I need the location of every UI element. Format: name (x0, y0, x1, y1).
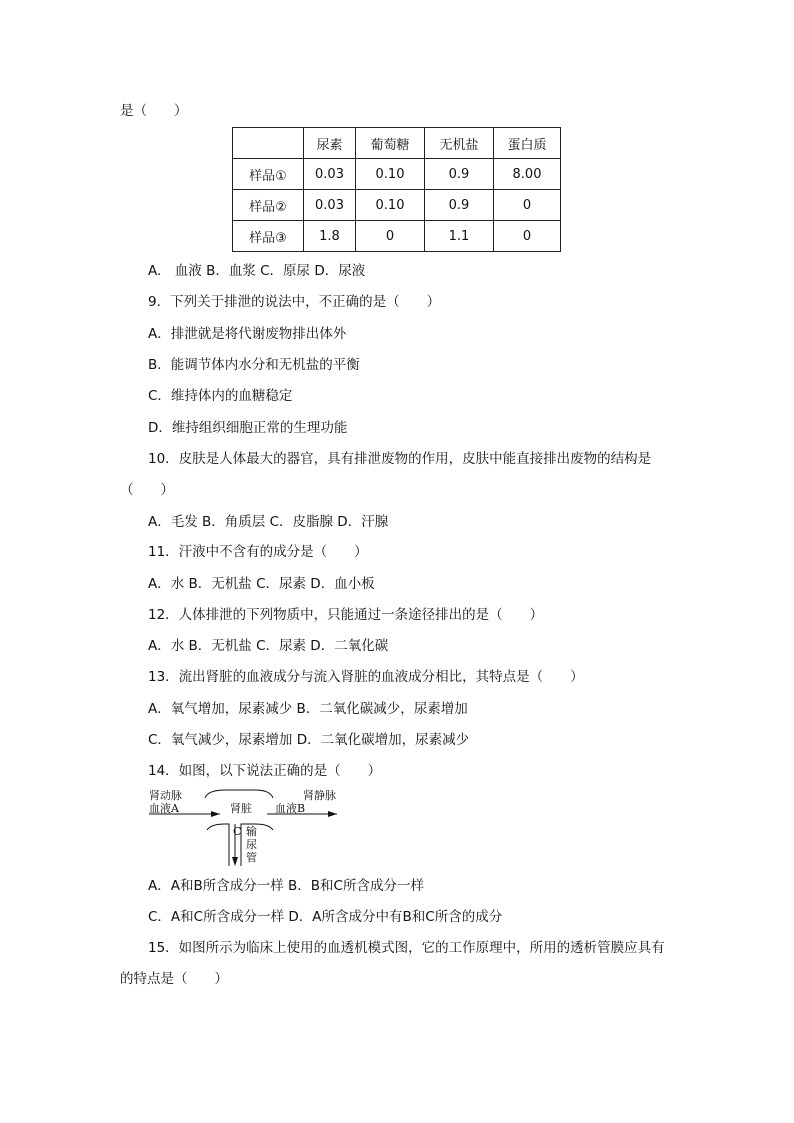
question-14-option-cd: C．A和C所含成分一样 D．A所含成分中有B和C所含的成分 (148, 909, 503, 925)
table-header-cell: 蛋白质 (494, 128, 561, 159)
question-10-stem-continued: （ ） (120, 482, 174, 498)
renal-artery-label: 肾动脉 (149, 789, 182, 802)
renal-vein-label: 肾静脉 (303, 789, 336, 802)
question-9-option-b: B．能调节体内水分和无机盐的平衡 (148, 357, 360, 373)
question-12-stem: 12．人体排泄的下列物质中，只能通过一条途径排出的是（ ） (148, 607, 544, 623)
table-row (233, 159, 561, 190)
table-cell: 样品① (233, 159, 304, 190)
table-header-cell: 葡萄糖 (356, 128, 425, 159)
blood-b-label: 血液B (275, 802, 306, 815)
flow-arrowhead (232, 857, 238, 866)
question-10-stem: 10．皮肤是人体最大的器官，具有排泄废物的作用，皮肤中能直接排出废物的结构是 (148, 451, 652, 467)
question-12-options: A．水 B．无机盐 C．尿素 D．二氧化碳 (148, 638, 389, 654)
table-cell: 1.8 (304, 221, 356, 252)
sample-composition-table (232, 127, 561, 252)
ureter-label-char: 管 (246, 851, 257, 864)
question-11-options: A．水 B．无机盐 C．尿素 D．血小板 (148, 576, 375, 592)
kidney-outline-top (205, 790, 273, 798)
question-9-stem: 9．下列关于排泄的说法中，不正确的是（ ） (148, 294, 441, 310)
question-9-option-a: A．排泄就是将代谢废物排出体外 (148, 326, 347, 342)
question-14-stem: 14．如图，以下说法正确的是（ ） (148, 763, 382, 779)
blood-a-label: 血液A (149, 802, 179, 815)
table-cell: 0.03 (304, 159, 356, 190)
question-8-stem-tail: 是（ ） (120, 103, 188, 119)
table-header-cell: 尿素 (304, 128, 356, 159)
question-15-stem-continued: 的特点是（ ） (120, 971, 228, 987)
table-cell: 样品② (233, 190, 304, 221)
question-9-option-d: D．维持组织细胞正常的生理功能 (148, 420, 348, 436)
table-cell: 0.9 (425, 190, 494, 221)
kidney-label: 肾脏 (230, 802, 252, 815)
question-10-options: A．毛发 B．角质层 C．皮脂腺 D．汗腺 (148, 514, 389, 530)
flow-arrowhead (211, 811, 220, 817)
question-15-stem: 15．如图所示为临床上使用的血透机模式图，它的工作原理中，所用的透析管膜应具有 (148, 940, 665, 956)
question-11-stem: 11．汗液中不含有的成分是（ ） (148, 544, 368, 560)
table-cell: 0.03 (304, 190, 356, 221)
table-row (233, 190, 561, 221)
table-cell: 1.1 (425, 221, 494, 252)
question-9-option-c: C．维持体内的血糖稳定 (148, 388, 293, 404)
table-cell: 8.00 (494, 159, 561, 190)
question-14-option-ab: A．A和B所含成分一样 B．B和C所含成分一样 (148, 878, 424, 894)
table-cell: 0.10 (356, 159, 425, 190)
table-cell: 样品③ (233, 221, 304, 252)
table-header-cell (233, 128, 304, 159)
question-8-options: A. 血液 B．血浆 C．原尿 D．尿液 (148, 263, 366, 279)
table-cell: 0 (356, 221, 425, 252)
table-cell: 0.9 (425, 159, 494, 190)
table-cell: 0 (494, 221, 561, 252)
table-cell: 0 (494, 190, 561, 221)
c-label: C (233, 825, 242, 838)
flow-arrowhead (328, 811, 337, 817)
table-header-row (233, 128, 561, 159)
table-row (233, 221, 561, 252)
table-header-cell: 无机盐 (425, 128, 494, 159)
kidney-diagram (145, 788, 360, 870)
ureter-label-char: 尿 (246, 838, 257, 851)
ureter-label-char: 输 (246, 825, 257, 838)
table-cell: 0.10 (356, 190, 425, 221)
question-13-option-cd: C．氧气减少，尿素增加 D．二氧化碳增加，尿素减少 (148, 732, 470, 748)
question-13-stem: 13．流出肾脏的血液成分与流入肾脏的血液成分相比，其特点是（ ） (148, 669, 584, 685)
question-13-option-ab: A．氧气增加，尿素减少 B．二氧化碳减少，尿素增加 (148, 701, 468, 717)
